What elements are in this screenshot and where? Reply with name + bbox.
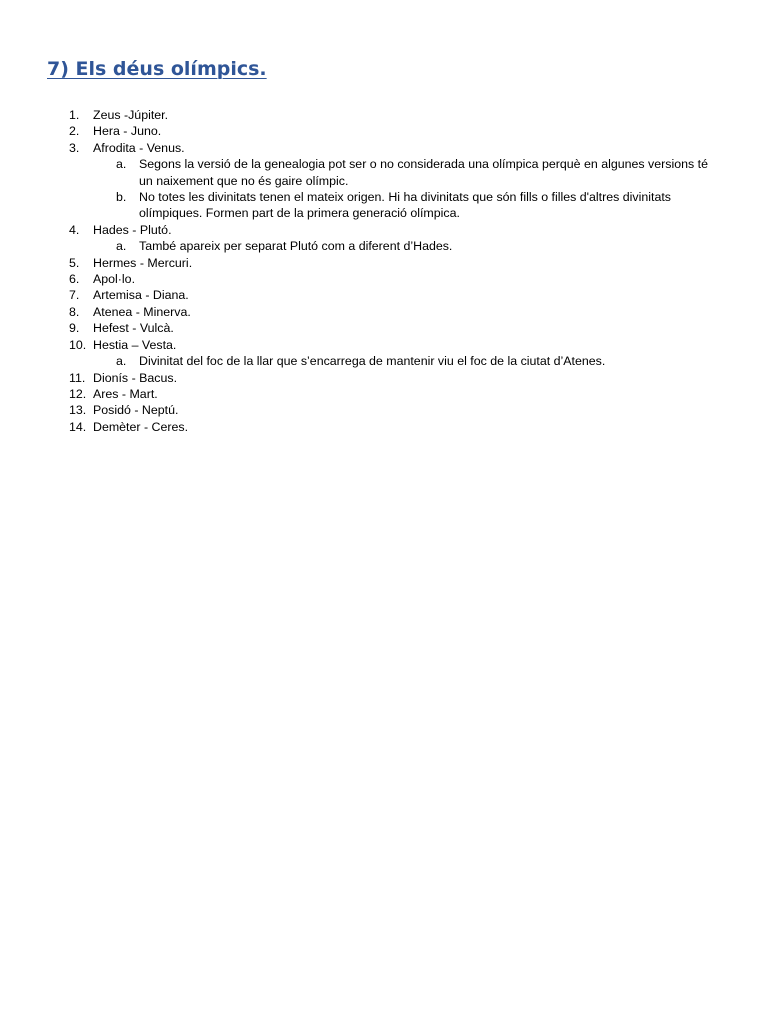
list-item-text: Zeus -Júpiter. xyxy=(93,108,169,122)
sub-list-item-text: Segons la versió de la genealogia pot ser o no considerada una olímpica perquè en algunes versions té un naixement que no és gaire olímpic. xyxy=(139,157,708,188)
list-item-number: 7. xyxy=(69,288,80,303)
list-item-number: 11. xyxy=(69,370,86,385)
list-item-text: Posidó - Neptú. xyxy=(93,403,179,418)
list-item-number: 1. xyxy=(69,108,80,122)
list-item xyxy=(0,337,768,353)
list-item-number: 13. xyxy=(69,403,87,418)
list-item-text: Atenea - Minerva. xyxy=(93,304,191,319)
list-item-text: Afrodita - Venus. xyxy=(93,140,185,155)
list-item-text: Hera - Juno. xyxy=(93,124,162,139)
section-heading: 7) Els déus olímpics. xyxy=(47,58,267,80)
list-item xyxy=(0,271,768,287)
sub-list-item-text: També apareix per separat Plutó com a diferent d’Hades. xyxy=(139,239,453,254)
sub-list-item xyxy=(0,156,768,189)
list-item-number: 12. xyxy=(69,386,87,401)
list-item-number: 10. xyxy=(69,337,87,352)
list-item-text: Demèter - Ceres. xyxy=(93,419,189,434)
list-item-number: 2. xyxy=(69,124,80,139)
list-item-number: 9. xyxy=(69,321,80,336)
list-item-number: 6. xyxy=(69,272,80,287)
list-item-text: Apol·lo. xyxy=(93,272,136,287)
sub-list-item-text: No totes les divinitats tenen el mateix origen. Hi ha divinitats que són fills o filles d'altres divinitats olímpiques. Formen part de la primera generació olímpica. xyxy=(139,190,671,221)
list-item xyxy=(0,140,768,156)
list-item xyxy=(0,255,768,271)
list-item-number: 3. xyxy=(69,140,80,155)
list-item-text: Hermes - Mercuri. xyxy=(93,255,193,270)
list-item xyxy=(0,419,768,435)
list-item xyxy=(0,107,768,123)
list-item xyxy=(0,386,768,402)
sub-list-item xyxy=(0,353,768,369)
list-item xyxy=(0,370,768,386)
list-item-text: Dionís - Bacus. xyxy=(93,370,178,385)
gods-list xyxy=(0,107,768,435)
list-item-text: Hades - Plutó. xyxy=(93,222,172,237)
list-item xyxy=(0,222,768,238)
list-item xyxy=(0,304,768,320)
list-item-text: Hefest - Vulcà. xyxy=(93,321,174,336)
list-item-number: 14. xyxy=(69,419,87,434)
sub-list-item xyxy=(0,238,768,254)
list-item-text: Ares - Mart. xyxy=(93,386,158,401)
list-item-text: Hestia – Vesta. xyxy=(93,337,177,352)
list-item xyxy=(0,123,768,139)
list-item xyxy=(0,402,768,418)
sub-list-item-letter: b. xyxy=(116,190,127,205)
sub-list-item xyxy=(0,189,768,222)
list-item-number: 5. xyxy=(69,255,80,270)
list-item xyxy=(0,287,768,303)
sub-list-item-letter: a. xyxy=(116,354,127,369)
sub-list-item-letter: a. xyxy=(116,239,127,254)
list-item-number: 4. xyxy=(69,222,80,237)
sub-list-item-text: Divinitat del foc de la llar que s’encarrega de mantenir viu el foc de la ciutat d’Atenes. xyxy=(139,354,606,369)
sub-list-item-letter: a. xyxy=(116,157,127,172)
list-item xyxy=(0,320,768,336)
list-item-number: 8. xyxy=(69,304,80,319)
list-item-text: Artemisa - Diana. xyxy=(93,288,189,303)
